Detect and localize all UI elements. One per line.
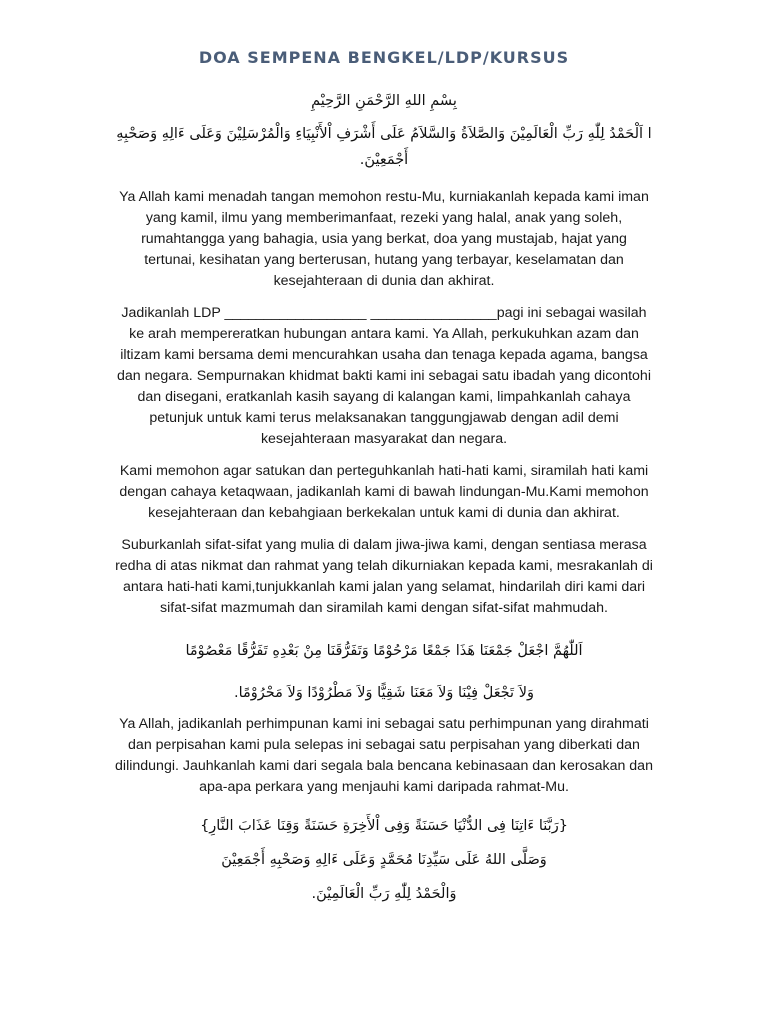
closing-line-3: وَالْحَمْدُ لِلّٰهِ رَبِّ الْعَالَمِيْنَ. (311, 886, 457, 902)
arabic-doa-line-1: اَللّٰهُمَّ اجْعَلْ جَمْعَنَا هَذَا جَمْعًا مَرْحُوْمًا وَتَفَرُّقَنَا مِنْ بَعْدِهِ تَفَرُّقًا مَعْصُوْمًا (185, 643, 583, 659)
paragraph-5: Ya Allah, jadikanlah perhimpunan kami ini sebagai satu perhimpunan yang dirahmati dan perpisahan kami pula selepas ini sebagai satu perpisahan yang diberkati dan dilindungi. Jauhkanlah kami dari segala bala bencana kebinasaan dan kerosakan dan apa-apa perkara yang menjauhi kami daripada rahmat-Mu. (115, 716, 653, 795)
paragraph-4: Suburkanlah sifat-sifat yang mulia di dalam jiwa-jiwa kami, dengan sentiasa merasa redha di atas nikmat dan rahmat yang telah dikurniakan kepada kami, mesrakanlah di antara hati-hati kami,tunjukkanlah kami jalan yang selamat, hindarilah diri kami dari sifat-sifat mazmumah dan siramilah kami dengan sifat-sifat mahmudah. (115, 537, 653, 616)
paragraph-2: Jadikanlah LDP __________________ ________________pagi ini sebagai wasilah ke arah mempereratkan hubungan antara kami. Ya Allah, perkukuhkan azam dan iltizam kami bersama demi mencurahkan usaha dan tenaga kepada agama, bangsa dan negara. Sempurnakan khidmat bakti kami ini sebagai satu ibadah yang dicontohi dan disegani, eratkanlah kasih sayang di kalangan kami, limpahkanlah cahaya petunjuk untuk kami terus melaksanakan tanggungjawab dengan adil demi kesejahteraan masyarakat dan negara. (117, 305, 651, 447)
basmala-text: بِسْمِ اللهِ الرَّحْمَنِ الرَّحِيْمِ (311, 93, 457, 109)
closing-arabic-block (114, 809, 654, 911)
opening-praise-text: ا اَلْحَمْدُ لِلّٰهِ رَبِّ الْعَالَمِيْنَ وَالصَّلاَةُ وَالسَّلاَمُ عَلَى أَشْرَفِ اْلأَنْبِيَاءِ وَالْمُرْسَلِيْنَ وَعَلَى ءَالِهِ وَصَحْبِهِ أَجْمَعِيْنَ. (116, 126, 652, 168)
closing-line-2: وَصَلَّى اللهُ عَلَى سَيِّدِنَا مُحَمَّدٍ وَعَلَى ءَالِهِ وَصَحْبِهِ أَجْمَعِيْنَ (221, 852, 547, 868)
closing-line-1: {رَبَّنَا ءَاتِنَا فِى الدُّنْيَا حَسَنَةً وَفِى اْلأَخِرَةِ حَسَنَةً وَقِنَا عَذَابَ النَّارِ} (200, 818, 568, 834)
arabic-doa-line-2: وَلاَ تَجْعَلْ فِيْنَا وَلاَ مَعَنَا شَقِيًّا وَلاَ مَطْرُوْدًا وَلاَ مَحْرُوْمًا. (234, 685, 534, 701)
arabic-doa-block (114, 630, 654, 714)
paragraph-1: Ya Allah kami menadah tangan memohon restu-Mu, kurniakanlah kepada kami iman yang kamil, ilmu yang memberimanfaat, rezeki yang halal, anak yang soleh, rumahtangga yang bahagia, usia yang berkat, doa yang mustajab, hajat yang tertunai, kesihatan yang berterusan, hutang yang terbayar, keselamatan dan kesejahteraan di dunia dan akhirat. (119, 189, 649, 289)
document-title: DOA SEMPENA BENGKEL/LDP/KURSUS (198, 48, 570, 67)
paragraph-3: Kami memohon agar satukan dan perteguhkanlah hati-hati kami, siramilah hati kami dengan cahaya ketaqwaan, jadikanlah kami di bawah lindungan-Mu.Kami memohon kesejahteraan dan kebahgiaan berkekalan untuk kami di dunia dan akhirat. (119, 463, 649, 521)
